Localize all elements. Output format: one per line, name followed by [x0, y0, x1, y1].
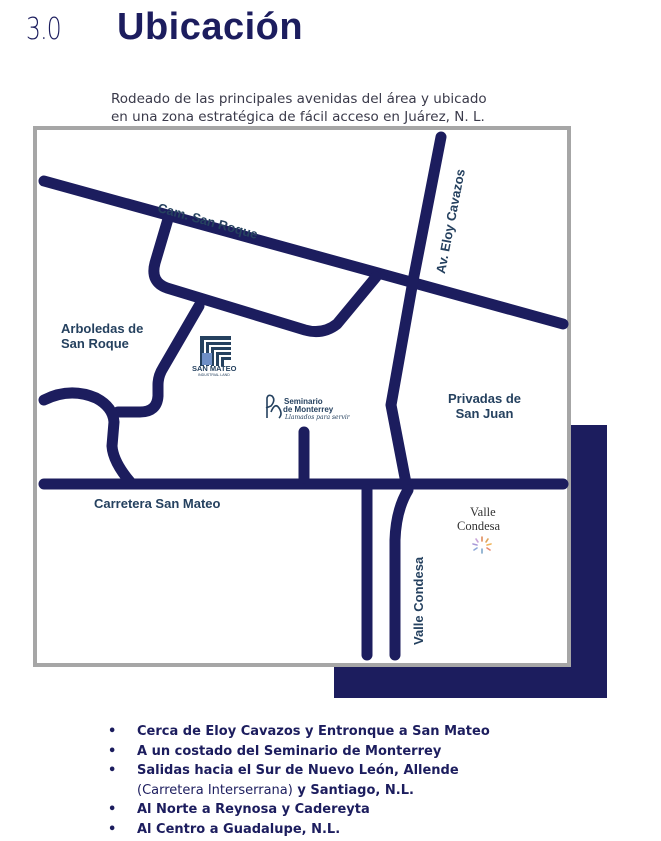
label-av-eloy-cavazos: Av. Eloy Cavazos [433, 167, 468, 275]
seminario-logo-tagline: Llamados para servir [285, 414, 350, 421]
label-carretera-san-mateo: Carretera San Mateo [94, 496, 221, 511]
list-item [108, 820, 490, 840]
seminario-logo-line-1: Seminario [284, 397, 323, 406]
valle-condesa-logo-line-1: Valle [470, 505, 496, 519]
seminario-logo-line-2: de Monterrey [283, 405, 334, 414]
page-title: Ubicación [117, 6, 304, 48]
list-item [108, 800, 490, 820]
section-number: 3.0 [26, 12, 61, 47]
road-av-eloy-cavazos [391, 137, 441, 483]
bullet-text: • Salidas hacia el Sur de Nuevo León, Allende [137, 763, 459, 779]
road-west-curve [44, 393, 131, 483]
san-mateo-logo-subtitle: INDUSTRIAL LAND [198, 373, 230, 377]
label-valle-condesa: Valle Condesa [411, 556, 426, 645]
bullet-text: Al Centro a Guadalupe, N.L. [137, 821, 341, 837]
bullet-text-cont: y Santiago, N.L. [292, 782, 414, 798]
features-list [108, 722, 490, 840]
valle-condesa-logo-icon [473, 537, 491, 553]
bullet-text: Al Norte a Reynosa y Cadereyta [137, 802, 370, 818]
intro-line-1: Rodeado de las principales avenidas del área y ubicado [111, 91, 487, 107]
seminario-logo-icon [266, 395, 281, 418]
label-privadas-line-1: Privadas de [448, 391, 521, 406]
bullet-text-light: (Carretera Interserrana) [137, 782, 293, 798]
bullet-text: A un costado del Seminario de Monterrey [137, 743, 442, 759]
valle-condesa-logo-line-2: Condesa [457, 519, 501, 533]
list-item [108, 761, 490, 800]
label-privadas-line-2: San Juan [455, 406, 514, 421]
san-mateo-logo-icon [200, 336, 231, 366]
intro-line-2: en una zona estratégica de fácil acceso en Juárez, N. L. [111, 109, 485, 125]
label-arboledas-line-2: San Roque [61, 336, 129, 351]
road-valle-condesa [395, 490, 408, 655]
san-mateo-logo-name: SAN MATEO [192, 364, 237, 373]
list-item [108, 722, 490, 742]
road-loop [154, 219, 376, 332]
label-cam-san-roque: Cam. San Roque [156, 200, 260, 242]
label-arboledas-de-san-roque [61, 321, 143, 351]
label-privadas-de-san-juan [448, 391, 521, 421]
label-arboledas-line-1: Arboledas de [61, 321, 144, 336]
road-cam-san-roque [44, 181, 563, 324]
list-item [108, 742, 490, 762]
bullet-text: Cerca de Eloy Cavazos y Entronque a San Mateo [137, 724, 490, 739]
